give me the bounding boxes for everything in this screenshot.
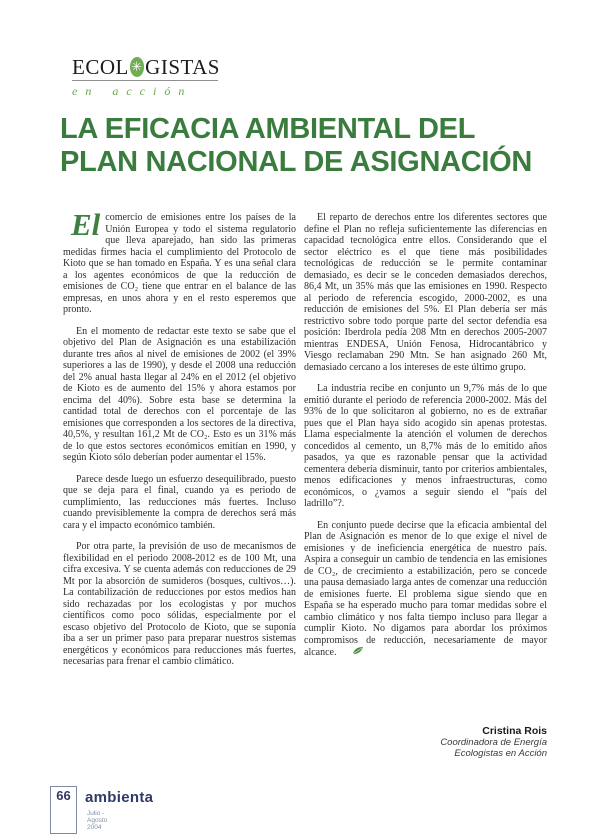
logo-text-right: GISTAS	[145, 55, 220, 79]
ecologistas-logo	[72, 56, 220, 99]
logo-wordmark	[72, 56, 220, 78]
left-column	[63, 207, 296, 668]
article-title-line1: LA EFICACIA AMBIENTAL DEL	[60, 113, 476, 145]
flower-emblem-icon	[130, 57, 144, 77]
paragraph-text: comercio de emisiones entre los países de la Unión Europea y todo el sistema regulatorio que lleva aparejado, han sido las primeras medidas firmes hacia el cumplimiento del Protocolo de Kioto que se han tomado en España. Y es una señal clara a los agentes económicos de que la reducción de emisiones de CO₂ tiene que entrar en el balance de las empresas, en unos ahora y en el resto esperemos que pronto.	[63, 212, 296, 315]
paragraph: En el momento de redactar este texto se sabe que el objetivo del Plan de Asignación es una estabilización durante tres años al nivel de emisiones de 2002 (el 39% superiores a las de 1990), y desde el 2008 una reducción del 2% anual hasta llegar al 24% en el 2012 (el objetivo de Kioto es de aumento del 15% y ahora estamos por encima del 40%). Sobre esta base se determina la cantidad total de derechos con el porcentaje de las emisiones que corresponden a los sectores de la directiva, 40,5%, y resultan 161,2 Mt de CO₂. Esto es un 31% más de lo que estos sectores económicos emitían en 1990, y según Kioto sólo deberían poder aumentar el 15%.	[63, 325, 296, 463]
paragraph	[63, 207, 296, 316]
author-role: Coordinadora de Energía	[440, 737, 547, 748]
magazine-issue-date: Julio - Agosto 2004	[87, 810, 108, 831]
right-column	[304, 212, 547, 668]
logo-text-left: ECOL	[72, 55, 129, 79]
paragraph: Por otra parte, la previsión de uso de mecanismos de flexibilidad en el periodo 2008-2012 es de 100 Mt, una cifra excesiva. Y se cuenta además con reducciones de 29 Mt por la absorción de sumideros (bosques, cultivos…). La contabilización de reducciones por estos medios han sido rechazadas por los ecologistas y por muchos científicos como poco sólidas, especialmente por el escaso objetivo del Protocolo de Kioto, que se suponía iba a ser un primer paso para preparar nuestros sistemas energéticos y económicos para reducciones más fuertes, necesarias para frenar el cambio climático.	[63, 541, 296, 667]
paragraph: La industria recibe en conjunto un 9,7% más de lo que emitió durante el periodo de referencia 2000-2002. Más del 93% de lo que solicitaron al gobierno, no es de extrañar pues que el Plan haya sido acogido sin apenas protestas. Llama especialmente la atención el volumen de derechos concedidos al cemento, un 8,7% más de lo emitido años pasados, ya que es razonable pensar que la actividad cementera debería disminuir, tanto por criterios ambientales, menos edificaciones y menos infraestructuras, como económicos, o ¿vamos a seguir siendo el “país del ladrillo”?.	[304, 383, 547, 509]
magazine-name: ambienta	[85, 789, 154, 806]
page-number-box	[50, 786, 77, 834]
article-title	[60, 113, 560, 179]
author-name: Cristina Rois	[482, 725, 547, 737]
article-body	[63, 207, 547, 668]
paragraph	[304, 520, 547, 659]
logo-tagline: en acción	[72, 84, 193, 98]
dropcap: El	[71, 207, 101, 242]
end-of-article-leaf-icon	[339, 646, 364, 659]
author-organization: Ecologistas en Acción	[454, 748, 547, 759]
paragraph: Parece desde luego un esfuerzo desequilibrado, puesto que se deja para el final, cuando ya es periodo de cumplimiento, las reducciones más fuertes. Incluso cuando previsiblemente la compra de derechos será más cara y el impacto económico también.	[63, 473, 296, 531]
logo-divider	[72, 80, 218, 81]
paragraph: El reparto de derechos entre los diferentes sectores que define el Plan no refleja suficientemente las diferencias en capacidad tecnológica entre ellos. Considerando que el sector eléctrico es el que tiene más posibilidades tecnológicas de reducción se le permite contaminar demasiado, es decir se le conceden demasiados derechos, 86,4 Mt, un 35% más que las emisiones en 1990. Respecto al periodo de referencia escogido, 2000-2002, es una reducción de emisiones del 5%. El Plan debería ser más restrictivo sobre todo porque parte del sector defendía esa posición: Iberdrola pedía 208 Mtn en derechos 2005-2007 mientras ENDESA, Unión Fenosa, Hidrocantábrico y Viesgo reclamaban 290 Mtn. Se han asignado 260 Mt, demasiado cercano a los intereses de este último grupo.	[304, 212, 547, 373]
emblem-glyph: ✳	[131, 59, 143, 74]
page-number: 66	[56, 788, 71, 803]
article-title-line2: PLAN NACIONAL DE ASIGNACIÓN	[60, 146, 533, 178]
paragraph-text: En conjunto puede decirse que la eficacia ambiental del Plan de Asignación es menor de lo que exige el nivel de emisiones y de ineficiencia energética de nuestro país. Aspira a conseguir un cambio de tendencia en las emisiones de CO₂, de crecimiento a estabilización, pero se concede una pausa demasiado larga antes de comenzar una reducción de emisiones fuerte. El problema sigue siendo que en España se ha esperado mucho para tomar medidas sobre el cambio climático y nos falta tiempo incluso para llegar a cumplir Kioto. No digamos para abordar los próximos compromisos de reducción, necesariamente de mayor alcance.	[304, 519, 547, 658]
author-block	[440, 725, 547, 759]
